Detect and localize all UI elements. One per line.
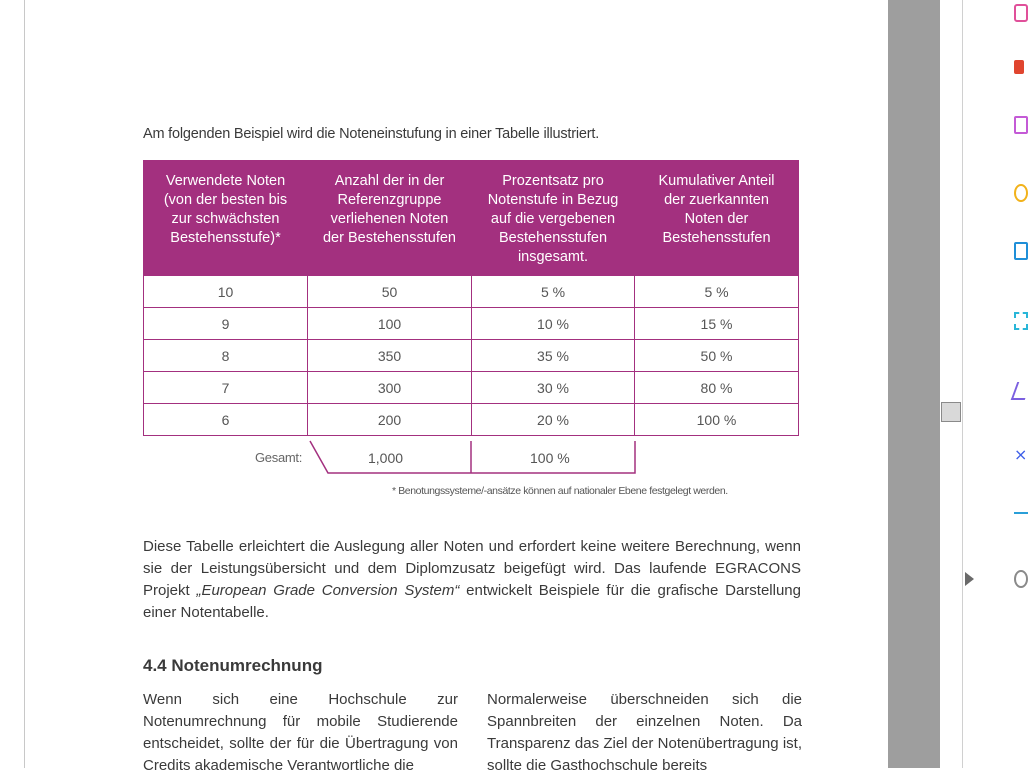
left-edge-panel <box>0 0 25 768</box>
cell-grade: 9 <box>144 308 308 340</box>
cell-count: 200 <box>308 404 472 436</box>
cell-percent: 10 % <box>472 308 635 340</box>
header-line: (von der besten bis <box>163 192 288 208</box>
cell-percent: 20 % <box>472 404 635 436</box>
compress-icon[interactable] <box>1014 312 1028 330</box>
vertical-scrollbar[interactable] <box>888 0 940 768</box>
collapse-panel-icon[interactable] <box>965 572 974 586</box>
comment-icon[interactable] <box>1014 4 1028 22</box>
cell-count: 50 <box>308 276 472 308</box>
table-row <box>144 404 799 436</box>
more-icon[interactable] <box>1014 570 1028 588</box>
cell-grade: 6 <box>144 404 308 436</box>
header-line: zur schwächsten <box>171 211 280 227</box>
cell-percent: 30 % <box>472 372 635 404</box>
grade-distribution-table <box>143 160 799 436</box>
table-row <box>144 340 799 372</box>
header-line: Verwendete Noten <box>165 173 286 189</box>
cell-count: 300 <box>308 372 472 404</box>
header-grades-used <box>144 160 308 276</box>
header-line: Notenstufe in Bezug <box>487 192 619 208</box>
header-line: Bestehensstufen <box>662 230 771 246</box>
total-row-frame <box>310 441 635 474</box>
cell-cumulative: 15 % <box>635 308 799 340</box>
table-header-row <box>144 160 799 276</box>
cell-grade: 8 <box>144 340 308 372</box>
cell-grade: 7 <box>144 372 308 404</box>
header-line: Kumulativer Anteil <box>658 173 775 189</box>
total-percent: 100 % <box>530 450 570 466</box>
idea-icon[interactable] <box>1014 184 1028 202</box>
header-percentage <box>472 160 635 276</box>
paragraph-text: Diese Tabelle erleichtert die Auslegung aller Noten und erfordert keine weitere Berechnung, wenn sie der Leistungsübersicht und dem Diplomzusatz beigefügt wird. Das laufende EGRACONS Projekt <box>143 538 801 599</box>
table-row <box>144 372 799 404</box>
intro-text: Am folgenden Beispiel wird die Noteneinstufung in einer Tabelle illustriert. <box>143 126 600 142</box>
header-line: Referenzgruppe <box>337 192 442 208</box>
line-icon[interactable] <box>1014 512 1028 514</box>
cell-cumulative: 5 % <box>635 276 799 308</box>
body-paragraph <box>143 536 801 624</box>
cell-cumulative: 80 % <box>635 372 799 404</box>
header-line: verliehenen Noten <box>330 211 449 227</box>
project-title: „European Grade Conversion System“ <box>196 582 460 599</box>
cell-count: 100 <box>308 308 472 340</box>
cell-percent: 5 % <box>472 276 635 308</box>
header-line: Anzahl der in der <box>334 173 445 189</box>
text-column-left: Wenn sich eine Hochschule zur Notenumrechnung für mobile Studierende entscheidet, sollte der für die Übertragung von Credits akademische Verantwortliche die <box>143 691 458 774</box>
paragraph-text-end: entwickelt Beispiele für die grafische Darstellung einer Notentabelle. <box>143 582 801 621</box>
cell-count: 350 <box>308 340 472 372</box>
scrollbar-thumb[interactable] <box>941 402 961 422</box>
header-line: Noten der <box>684 211 749 227</box>
cell-cumulative: 100 % <box>635 404 799 436</box>
cell-percent: 35 % <box>472 340 635 372</box>
text-column-right: Normalerweise überschneiden sich die Spannbreiten der einzelnen Noten. Da Transparenz das Ziel der Notenübertragung ist, sollte die Gasthochschule bereits <box>487 691 802 774</box>
page-icon[interactable] <box>1014 116 1028 134</box>
header-line: der Bestehensstufen <box>322 230 456 246</box>
header-count <box>308 160 472 276</box>
table-footnote: * Benotungssysteme/-ansätze können auf nationaler Ebene festgelegt werden. <box>392 485 728 497</box>
total-count: 1,000 <box>368 450 404 466</box>
header-line: insgesamt. <box>517 249 589 265</box>
cell-grade: 10 <box>144 276 308 308</box>
header-line: auf die vergebenen <box>490 211 616 227</box>
header-line: Prozentsatz pro <box>502 173 604 189</box>
section-heading: 4.4 Notenumrechnung <box>143 656 323 675</box>
table-row <box>144 308 799 340</box>
header-line: Bestehensstufe)* <box>170 230 281 246</box>
header-line: der zuerkannten <box>664 192 769 208</box>
table-row <box>144 276 799 308</box>
header-cumulative <box>635 160 799 276</box>
close-icon[interactable]: × <box>1014 445 1028 464</box>
header-line: Bestehensstufen <box>498 230 608 246</box>
total-label: Gesamt: <box>255 450 303 465</box>
export-icon[interactable] <box>1014 242 1028 260</box>
highlight-icon[interactable] <box>1014 60 1024 74</box>
cell-cumulative: 50 % <box>635 340 799 372</box>
